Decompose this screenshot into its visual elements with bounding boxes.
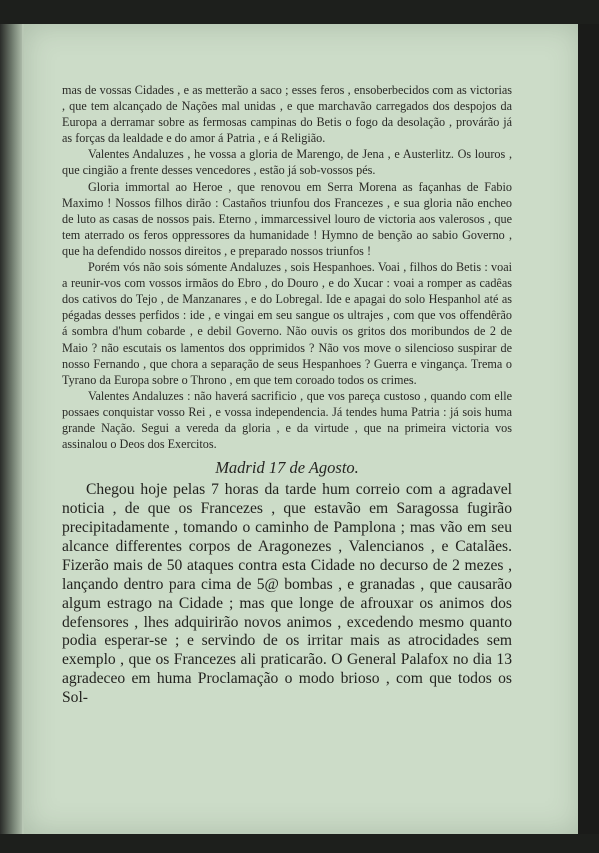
paragraph-cities: mas de vossas Cidades , e as metterão a saco ; esses feros , ensoberbecidos com as victorias , que tem alcançado de Nações mal unidas , e que marchavão carregados dos despojos da Europa a derramar sobre as fermosas campinas do Betis o fogo da desolação , provárão já as forças da lealdade e do amor á Patria , e á Religião. — [62, 83, 512, 146]
paragraph-hespanhoes: Porém vós não sois sómente Andaluzes , sois Hespanhoes. Voai , filhos do Betis : voai a reunir-vos com vossos irmãos do Ebro , do Douro , e do Xucar : voai a romper as cadêas dos cativos do Tejo , de Manzanares , e do Lobregal. Ide e apagai do solo Hespanhol até as pégadas desses perfidos : ide , e vingai em seu sangue os ultrajes , com que vos offendêrão á sombra d'hum cobarde , e debil Governo. Não ouvis os gritos dos moribundos de 2 de Maio ? não escutais os lamentos dos opprimidos ? Não vos move o silencioso suspirar de nosso Fernando , que chora a separação de seus Hespanhoes ? Guerra e vingança. Trema o Tyrano da Europa sobre o Throno , em que tem coroado todos os crimes. — [62, 260, 512, 387]
book-gutter — [0, 24, 24, 834]
page-edge-background — [578, 24, 599, 834]
paragraph-sacrificio: Valentes Andaluzes : não haverá sacrificio , que vos pareça custoso , quando com elle possaes conquistar vosso Rei , e vossa independencia. Já tendes huma Patria : já sois huma grande Nação. Segui a vereda da gloria , e da virtude , que na primeira victoria vos assinalou o Deos dos Exercitos. — [62, 388, 512, 452]
news-section — [62, 481, 512, 708]
dateline-madrid: Madrid 17 de Agosto. — [215, 458, 359, 478]
proclamation-section — [62, 82, 512, 452]
paragraph-gloria-immortal: Gloria immortal ao Heroe , que renovou em Serra Morena as façanhas de Fabio Maximo ! Nossos filhos dirão : Castaños triunfou dos Francezes , e sua gloria não encheo de luto as casas de nossos pais. Eterno , immarcessivel louro de victoria aos valerosos , que tem aterrado os feros oppressores da humanidade ! Hymno de benção ao sabio Governo , que ha defendido nossos direitos , e preparado nossos triunfos ! — [62, 179, 512, 258]
paragraph-valentes-andaluzes: Valentes Andaluzes , he vossa a gloria de Marengo, de Jena , e Austerlitz. Os louros , que cingião a frente desses vencedores , estão já sob-vossos pés. — [62, 147, 512, 178]
page-text-block — [62, 82, 512, 708]
paragraph-correio: Chegou hoje pelas 7 horas da tarde hum correio com a agradavel noticia , de que os Francezes , que estavão em Saragossa fugirão precipitadamente , tomando o caminho de Pamplona ; mas vão em seu alcance differentes corpos de Aragonezes , Valencianos , e Catalães. Fizerão mais de 50 ataques contra esta Cidade no decurso de 2 mezes , lançando dentro para cima de 5@ bombas , e granadas , que causarão algum estrago na Cidade ; mas que longe de afrouxar os animos dos defensores , lhes adquirirão novos animos , excedendo mesmo quanto podia esperar-se ; e servindo de os irritar mais as atrocidades sem exemplo , que os Francezes ali praticarão. O General Palafox no dia 13 agradeceo em huma Proclamação o modo brioso , com que todos os Sol- — [62, 481, 512, 707]
